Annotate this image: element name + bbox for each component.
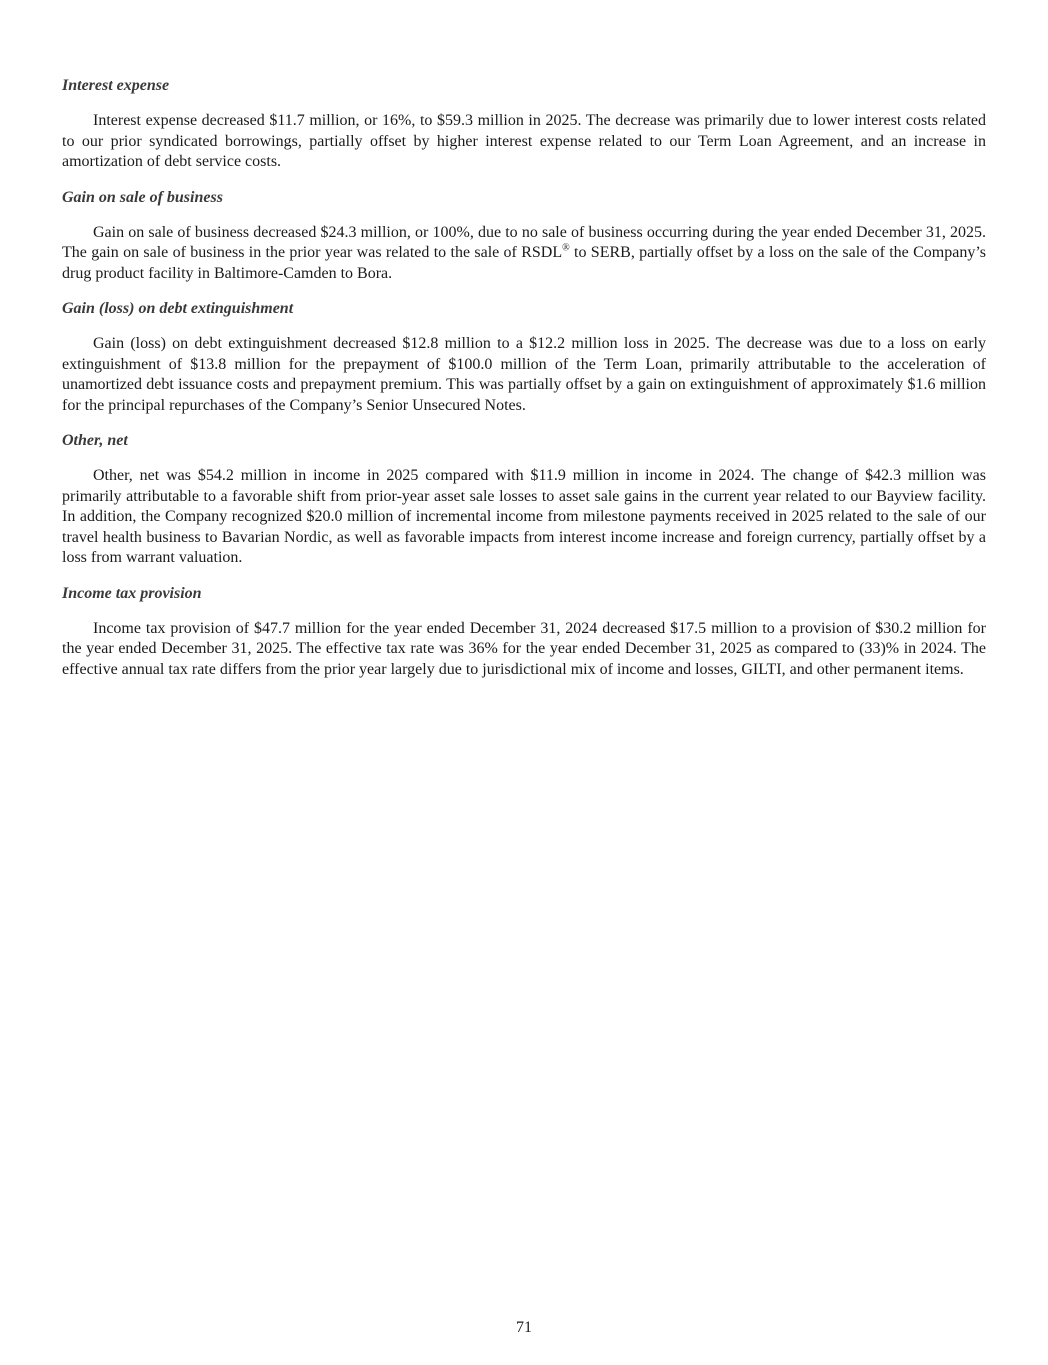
document-page bbox=[62, 76, 986, 695]
paragraph-debt-extinguishment: Gain (loss) on debt extinguishment decreased $12.8 million to a $12.2 million loss in 2025. The decrease was due to a loss on early extinguishment of $13.8 million for the prepayment of $100.0 million of the Term Loan, primarily attributable to the acceleration of unamortized debt issuance costs and prepayment premium. This was partially offset by a gain on extinguishment of approximately $1.6 million for the principal repurchases of the Company’s Senior Unsecured Notes. bbox=[62, 335, 986, 414]
paragraph-gain-on-sale-part2: to SERB, partially offset by a loss on the sale of the Company’s drug product facility in Baltimore-Camden to Bora. bbox=[62, 244, 986, 282]
paragraph-gain-on-sale-part1: Gain on sale of business decreased $24.3 million, or 100%, due to no sale of business occurring during the year ended December 31, 2025. The gain on sale of business in the prior year was related to the sale of RSDL bbox=[62, 223, 986, 261]
paragraph-income-tax: Income tax provision of $47.7 million for the year ended December 31, 2024 decreased $17.5 million to a provision of $30.2 million for the year ended December 31, 2025. The effective tax rate was 36% for the year ended December 31, 2025 as compared to (33)% in 2024. The effective annual tax rate differs from the prior year largely due to jurisdictional mix of income and losses, GILTI, and other permanent items. bbox=[62, 619, 986, 678]
registered-trademark-mark: ® bbox=[562, 242, 570, 254]
paragraph-gain-on-sale bbox=[62, 223, 986, 285]
section-heading-income-tax: Income tax provision bbox=[62, 584, 202, 602]
section-heading-other-net: Other, net bbox=[62, 432, 128, 449]
section-heading-interest-expense: Interest expense bbox=[62, 77, 170, 94]
section-heading-gain-on-sale: Gain on sale of business bbox=[62, 188, 223, 206]
section-heading-debt-extinguishment: Gain (loss) on debt extinguishment bbox=[62, 300, 294, 317]
paragraph-other-net: Other, net was $54.2 million in income in 2025 compared with $11.9 million in income in 2024. The change of $42.3 million was primarily attributable to a favorable shift from prior-year asset sale losses to asset sale gains in the current year related to our Bayview facility. In addition, the Company recognized $20.0 million of incremental income from milestone payments received in 2025 related to the sale of our travel health business to Bavarian Nordic, as well as favorable impacts from interest income increase and foreign currency, partially offset by a loss from warrant valuation. bbox=[62, 467, 986, 566]
paragraph-interest-expense: Interest expense decreased $11.7 million, or 16%, to $59.3 million in 2025. The decrease was primarily due to lower interest costs related to our prior syndicated borrowings, partially offset by higher interest expense related to our Term Loan Agreement, and an increase in amortization of debt service costs. bbox=[62, 112, 986, 170]
page-number: 71 bbox=[516, 1319, 532, 1336]
